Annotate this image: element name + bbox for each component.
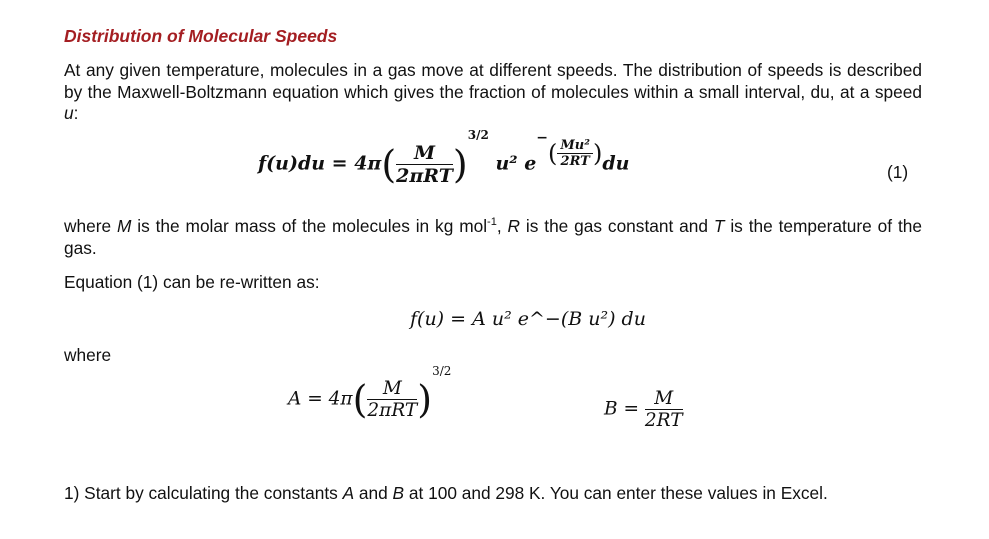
equation-number: (1) xyxy=(887,162,909,182)
eq1-exp-num: Mu² xyxy=(557,138,593,154)
constant-a-equation: A = 4π( $\frac{M}{\text{2πRT}}$ )$^{3/2}$ xyxy=(288,364,452,422)
section-title: Distribution of Molecular Speeds xyxy=(64,26,338,46)
eq1-mid: u² e xyxy=(495,152,537,175)
eq1-num: M xyxy=(396,142,453,165)
eq1-lhs: f(u)du = 4π xyxy=(258,152,382,175)
eq1-exp-den: 2RT xyxy=(560,154,590,169)
eq1-den: 2πRT xyxy=(396,165,453,187)
simplified-equation: f(u) = A u² e^−(B u²) du xyxy=(410,308,646,330)
intro-text: At any given temperature, molecules in a gas move at different speeds. The distribution of speeds is described by the Maxwell-Boltzmann equation which gives the fraction of molecules within a small interval, du, at a speed xyxy=(64,60,922,102)
intro-paragraph xyxy=(64,60,922,125)
task-paragraph: 1) Start by calculating the constants A and B at 100 and 298 K. You can enter these values in Excel. xyxy=(64,483,828,503)
eq1-tail: du xyxy=(602,152,630,175)
rewrite-paragraph: Equation (1) can be re-written as: xyxy=(64,272,320,292)
variables-paragraph: where M is the molar mass of the molecules in kg mol$^{-1}$, R is the gas constant and T is the temperature of the gas. xyxy=(64,216,922,258)
constant-b-equation: B = $\frac{M}{2RT}$ xyxy=(604,388,683,431)
where-label: where xyxy=(64,345,112,365)
eq1-exp: 3/2 xyxy=(467,128,489,142)
intro-var: u xyxy=(64,103,74,123)
intro-colon: : xyxy=(73,103,79,123)
eq1-fraction xyxy=(396,142,453,187)
maxwell-boltzmann-equation: f(u)du = 4π( $\frac{M}{\text{2πRT}}$ )$^{3/2}$ u² e−( $\frac{\text{Mu²}}{2RT}$ )du xyxy=(258,128,630,187)
